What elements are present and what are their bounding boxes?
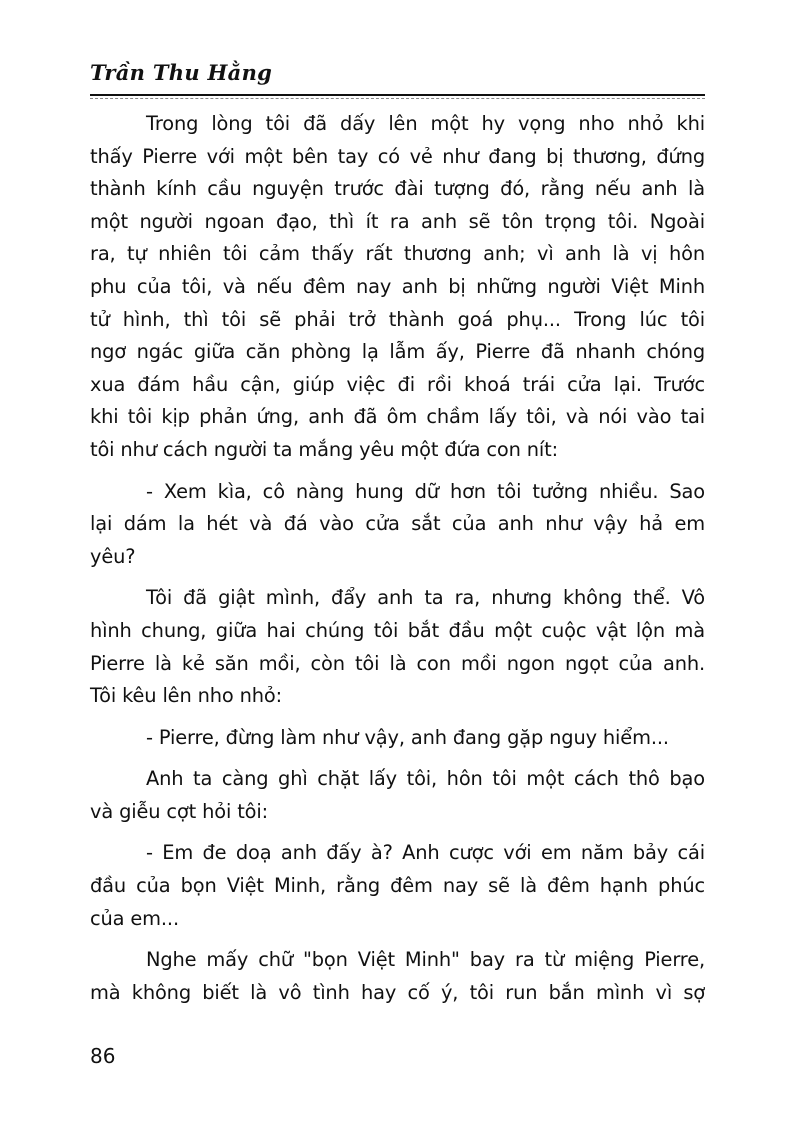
text-line: yêu? — [90, 544, 136, 568]
text-line: Nghe mấy chữ "bọn Việt Minh" bay ra từ miệng Pierre, — [146, 948, 705, 972]
text-line: tử hình, thì tôi sẽ phải trở thành goá phụ... Trong lúc tôi — [90, 307, 705, 331]
text-line: Tôi đã giật mình, đẩy anh ta ra, nhưng không thể. Vô — [146, 586, 705, 610]
paragraph — [90, 582, 705, 712]
paragraph — [90, 476, 705, 574]
paragraph — [90, 722, 705, 755]
text-line: Tôi kêu lên nho nhỏ: — [90, 684, 282, 708]
paragraph — [90, 837, 705, 935]
running-head-author: Trần Thu Hằng — [90, 60, 273, 85]
body-text — [90, 108, 705, 1009]
text-line: một người ngoan đạo, thì ít ra anh sẽ tôn trọng tôi. Ngoài — [90, 209, 705, 233]
paragraph — [90, 763, 705, 828]
text-line: khi tôi kịp phản ứng, anh đã ôm chầm lấy tôi, và nói vào tai — [90, 405, 705, 429]
text-line: tôi như cách người ta mắng yêu một đứa con nít: — [90, 437, 558, 461]
text-line: - Pierre, đừng làm như vậy, anh đang gặp nguy hiểm... — [146, 725, 669, 749]
text-line: ra, tự nhiên tôi cảm thấy rất thương anh; vì anh là vị hôn — [90, 242, 705, 266]
text-line: lại dám la hét và đá vào cửa sắt của anh như vậy hả em — [90, 512, 705, 536]
text-line: Pierre là kẻ săn mồi, còn tôi là con mồi ngon ngọt của anh. — [90, 651, 705, 675]
text-line: - Xem kìa, cô nàng hung dữ hơn tôi tưởng nhiều. Sao — [146, 479, 705, 503]
text-line: của em... — [90, 906, 179, 930]
text-line: - Em đe doạ anh đấy à? Anh cược với em năm bảy cái — [146, 841, 705, 865]
text-line: phu của tôi, và nếu đêm nay anh bị những người Việt Minh — [90, 274, 705, 298]
paragraph — [90, 944, 705, 1009]
text-line: mà không biết là vô tình hay cố ý, tôi run bắn mình vì sợ — [90, 980, 705, 1004]
text-line: Anh ta càng ghì chặt lấy tôi, hôn tôi một cách thô bạo — [146, 767, 705, 791]
text-line: hình chung, giữa hai chúng tôi bắt đầu một cuộc vật lộn mà — [90, 618, 705, 642]
text-line: thấy Pierre với một bên tay có vẻ như đang bị thương, đứng — [90, 144, 705, 168]
text-line: đầu của bọn Việt Minh, rằng đêm nay sẽ là đêm hạnh phúc — [90, 874, 705, 898]
text-line: thành kính cầu nguyện trước đài tượng đó, rằng nếu anh là — [90, 177, 705, 201]
header-rule — [90, 94, 705, 96]
header-rule-dashed — [90, 98, 705, 99]
text-line: và giễu cợt hỏi tôi: — [90, 799, 268, 823]
page-number: 86 — [90, 1044, 116, 1068]
paragraph — [90, 108, 705, 467]
text-line: xua đám hầu cận, giúp việc đi rồi khoá trái cửa lại. Trước — [90, 372, 705, 396]
text-line: Trong lòng tôi đã dấy lên một hy vọng nho nhỏ khi — [146, 112, 705, 135]
text-line: ngơ ngác giữa căn phòng lạ lẫm ấy, Pierre đã nhanh chóng — [90, 340, 705, 364]
